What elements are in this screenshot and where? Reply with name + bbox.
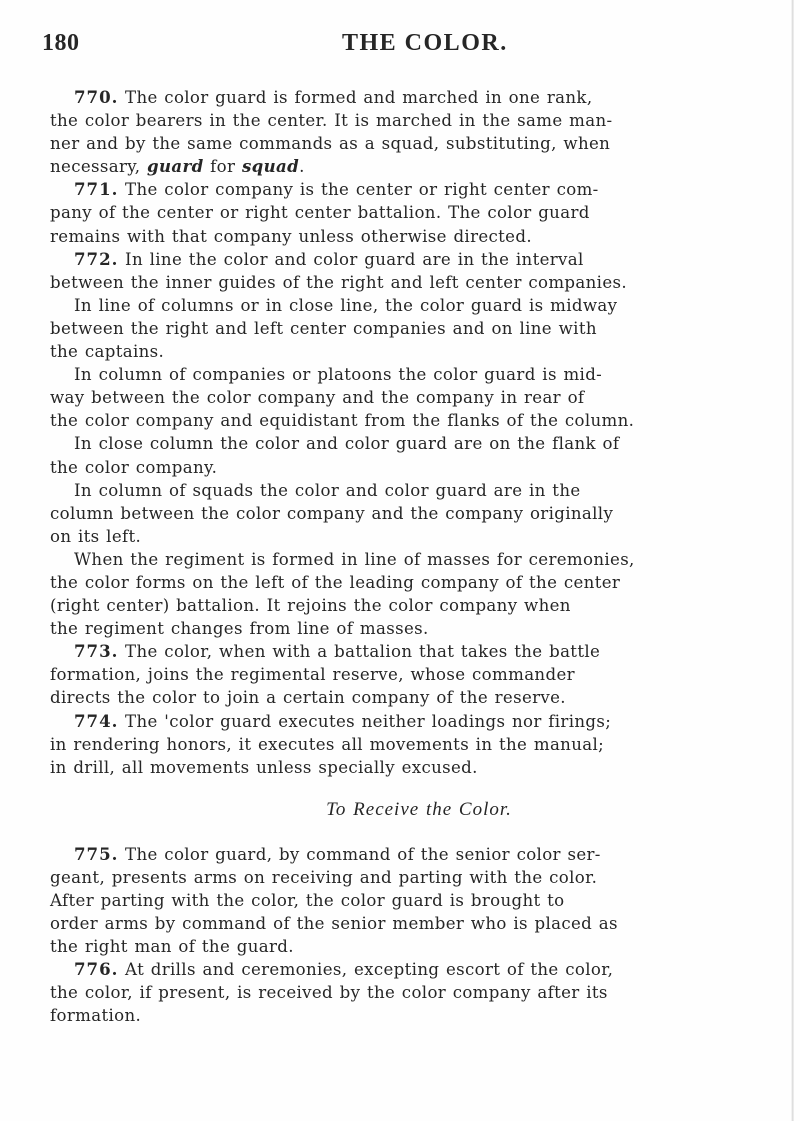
page-number: 180 bbox=[42, 30, 80, 56]
paragraph-775-line-4: order arms by command of the senior member who is placed as bbox=[50, 914, 618, 934]
paragraph-770-line-1: 770. The color guard is formed and marched in one rank, bbox=[74, 87, 593, 107]
paragraph-771-line-1: 771. The color company is the center or right center com- bbox=[74, 179, 599, 200]
paragraph-776-line-3: formation. bbox=[50, 1006, 142, 1026]
paragraph-772-line-1: 772. In line the color and color guard are in the interval bbox=[74, 248, 584, 269]
block-column-of-companies-3: the color company and equidistant from the flanks of the column. bbox=[50, 411, 635, 431]
block-column-of-squads-3: on its left. bbox=[50, 526, 142, 546]
paragraph-number: 771. bbox=[74, 179, 119, 200]
paragraph-776-line-1: 776. At drills and ceremonies, excepting escort of the color, bbox=[74, 959, 614, 980]
paragraph-number: 775. bbox=[74, 843, 119, 864]
block-line-of-masses-3: (right center) battalion. It rejoins the color company when bbox=[50, 596, 571, 616]
block-line-of-masses-1: When the regiment is formed in line of masses for ceremonies, bbox=[74, 549, 635, 569]
paragraph-775-line-3: After parting with the color, the color guard is brought to bbox=[50, 891, 565, 910]
block-line-of-columns-1: In line of columns or in close line, the color guard is midway bbox=[74, 295, 618, 315]
paragraph-770-line-2: the color bearers in the center. It is marched in the same man- bbox=[50, 111, 613, 131]
paragraph-775-line-5: the right man of the guard. bbox=[50, 937, 294, 957]
paragraph-773-line-3: directs the color to join a certain company of the reserve. bbox=[50, 688, 566, 708]
paragraph-number: 772. bbox=[74, 248, 119, 269]
paragraph-773-line-1: 773. The color, when with a battalion that takes the battle bbox=[74, 641, 601, 662]
block-line-of-columns-2: between the right and left center companies and on line with bbox=[50, 318, 597, 338]
paragraph-number: 776. bbox=[74, 959, 119, 980]
paragraph-774-line-3: in drill, all movements unless specially excused. bbox=[50, 757, 478, 777]
paragraph-773-line-2: formation, joins the regimental reserve, whose commander bbox=[50, 665, 575, 685]
paragraph-770-line-4: necessary, guard for squad. bbox=[50, 156, 305, 177]
block-line-of-columns-3: the captains. bbox=[50, 342, 165, 362]
block-column-of-squads-1: In column of squads the color and color guard are in the bbox=[74, 480, 581, 500]
block-column-of-companies-2: way between the color company and the company in rear of bbox=[50, 388, 585, 408]
paragraph-number: 774. bbox=[74, 710, 119, 731]
paragraph-774-line-1: 774. The 'color guard executes neither loadings nor firings; bbox=[74, 710, 612, 731]
paragraph-772-line-2: between the inner guides of the right and left center companies. bbox=[50, 272, 627, 292]
block-close-column-1: In close column the color and color guard are on the flank of bbox=[74, 434, 620, 454]
block-line-of-masses-4: the regiment changes from line of masses. bbox=[50, 619, 429, 639]
paragraph-775-line-1: 775. The color guard, by command of the senior color ser- bbox=[74, 843, 601, 864]
paragraph-771-line-2: pany of the center or right center battalion. The color guard bbox=[50, 203, 590, 223]
block-close-column-2: the color company. bbox=[50, 457, 218, 477]
block-line-of-masses-2: the color forms on the left of the leading company of the center bbox=[50, 572, 621, 592]
paragraph-number: 770. bbox=[74, 87, 119, 107]
block-column-of-companies-1: In column of companies or platoons the color guard is mid- bbox=[74, 365, 603, 385]
spacer bbox=[50, 779, 778, 797]
section-heading: To Receive the Color. bbox=[326, 798, 512, 820]
paragraph-776-line-2: the color, if present, is received by the color company after its bbox=[50, 983, 608, 1003]
paragraph-770-line-3: ner and by the same commands as a squad, substituting, when bbox=[50, 134, 611, 154]
page-header bbox=[36, 30, 786, 70]
page-edge-shadow bbox=[791, 0, 794, 1121]
paragraph-771-line-3: remains with that company unless otherwise directed. bbox=[50, 226, 532, 246]
paragraph-number: 773. bbox=[74, 641, 119, 662]
block-column-of-squads-2: column between the color company and the company originally bbox=[50, 503, 614, 523]
italic-term-squad: squad bbox=[241, 156, 300, 177]
paragraph-775-line-2: geant, presents arms on receiving and parting with the color. bbox=[50, 867, 598, 887]
paragraph-774-line-2: in rendering honors, it executes all movements in the manual; bbox=[50, 734, 605, 754]
body-text bbox=[50, 86, 778, 1028]
running-title: THE COLOR. bbox=[342, 30, 508, 56]
italic-term-guard: guard bbox=[147, 156, 204, 177]
